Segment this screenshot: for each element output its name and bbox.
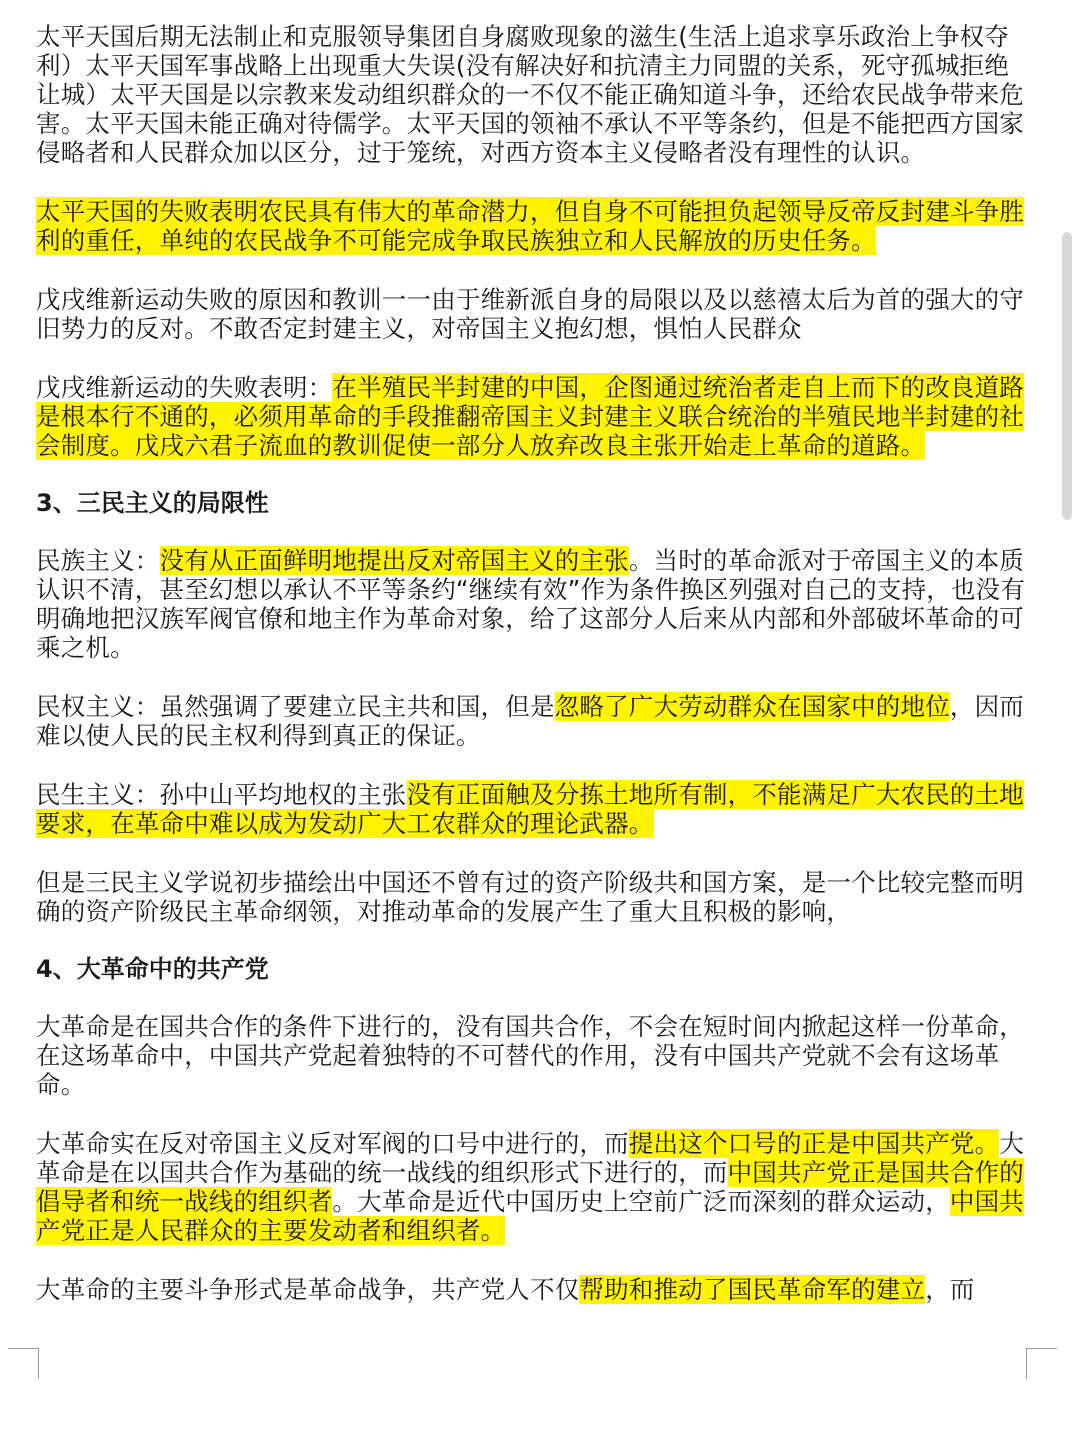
paragraph-cpc-role <box>36 1129 1026 1245</box>
text-segment: 。当时的革命派对于帝国主义的本质认识不清，甚至幻想以承认不平等条约“继续有效”作为条件换区列强对自己的支持，也没有明确地把汉族军阀官僚和地主作为革命对象，给了这部分人后来从内部和外部破坏革命的可乘之机。 <box>36 546 1026 662</box>
text-segment: 。大革命是近代中国历史上空前广泛而深刻的群众运动， <box>332 1187 950 1216</box>
highlight-wuxu-lesson: 在半殖民半封建的中国，企图通过统治者走自上而下的改良道路是根本行不通的，必须用革命的手段推翻帝国主义封建主义联合统治的半殖民地半封建的社会制度。戊戌六君子流血的教训促使一部分人放弃改良主张开始走上革命的道路。 <box>36 373 1025 460</box>
text-segment: 民权主义：虽然强调了要建立民主共和国，但是 <box>36 692 555 721</box>
text-segment: 民生主义：孙中山平均地权的主张 <box>36 780 407 809</box>
paragraph-minquan <box>36 692 1026 750</box>
highlight-taiping-lesson: 太平天国的失败表明农民具有伟大的革命潜力，但自身不可能担负起领导反帝反封建斗争胜利的重任，单纯的农民战争不可能完成争取民族独立和人民解放的历史任务。 <box>36 197 1024 255</box>
text-segment: 大革命是在以国共合作为基础的统一战线的组织形式下进行的，而 <box>36 1129 1025 1187</box>
highlight-united-front: 中国共产党正是国共合作的倡导者和统一战线的组织者 <box>36 1158 1025 1216</box>
highlight-minquan: 忽略了广大劳动群众在国家中的地位 <box>554 692 950 721</box>
page-corner-mark-left <box>8 1348 39 1379</box>
text-segment: ，而 <box>925 1275 975 1304</box>
text-segment: 戊戌维新运动的失败表明： <box>36 373 333 402</box>
highlight-slogan: 提出这个口号的正是中国共产党。 <box>628 1129 1000 1158</box>
paragraph-minzu <box>36 546 1026 662</box>
paragraph-minsheng <box>36 780 1026 838</box>
paragraph-sanmin-influence: 但是三民主义学说初步描绘出中国还不曾有过的资产阶级共和国方案，是一个比较完整而明确的资产阶级民主革命纲领，对推动革命的发展产生了重大且积极的影响， <box>36 868 1024 926</box>
highlight-minzu: 没有从正面鲜明地提出反对帝国主义的主张 <box>159 546 629 575</box>
paragraph-taiping-reasons: 太平天国后期无法制止和克服领导集团自身腐败现象的滋生(生活上追求享乐政治上争权夺利）太平天国军事战略上出现重大失误(没有解决好和抗清主力同盟的关系，死守孤城拒绝让城）太平天国是以宗教来发动组织群众的一不仅不能正确知道斗争，还给农民战争带来危害。太平天国未能正确对待儒学。太平天国的领袖不承认不平等条约，但是不能把西方国家侵略者和人民群众加以区分，过于笼统，对西方资本主义侵略者没有理性的认识。 <box>36 22 1024 167</box>
text-segment: 大革命的主要斗争形式是革命战争，共产党人不仅 <box>36 1275 580 1304</box>
text-segment: 民族主义： <box>36 546 160 575</box>
page-corner-mark-right <box>1026 1348 1057 1379</box>
highlight-national-army: 帮助和推动了国民革命军的建立 <box>579 1275 926 1304</box>
highlight-minsheng: 没有正面触及分拣土地所有制，不能满足广大农民的土地要求，在革命中难以成为发动广大工农群众的理论武器。 <box>36 780 1024 838</box>
vertical-scrollbar[interactable] <box>1062 232 1072 520</box>
section-heading-3: 3、三民主义的局限性 <box>36 489 269 517</box>
section-heading-4: 4、大革命中的共产党 <box>36 955 269 983</box>
paragraph-great-revolution: 大革命是在国共合作的条件下进行的，没有国共合作，不会在短时间内掀起这样一份革命，在这场革命中，中国共产党起着独特的不可替代的作用，没有中国共产党就不会有这场革命。 <box>36 1012 1024 1099</box>
paragraph-wuxu-lesson <box>36 373 1026 460</box>
paragraph-revolutionary-war <box>36 1275 1026 1304</box>
paragraph-wuxu-reasons: 戊戌维新运动失败的原因和教训一一由于维新派自身的局限以及以慈禧太后为首的强大的守旧势力的反对。不敢否定封建主义，对帝国主义抱幻想，惧怕人民群众 <box>36 285 1024 343</box>
document-page <box>36 22 1026 1304</box>
highlight-mobilizer: 中国共产党正是人民群众的主要发动者和组织者。 <box>36 1187 1025 1245</box>
text-segment: ，因而难以使人民的民主权利得到真正的保证。 <box>36 692 1025 750</box>
text-segment: 大革命实在反对帝国主义反对军阀的口号中进行的，而 <box>36 1129 629 1158</box>
paragraph-taiping-lesson <box>36 197 1026 255</box>
